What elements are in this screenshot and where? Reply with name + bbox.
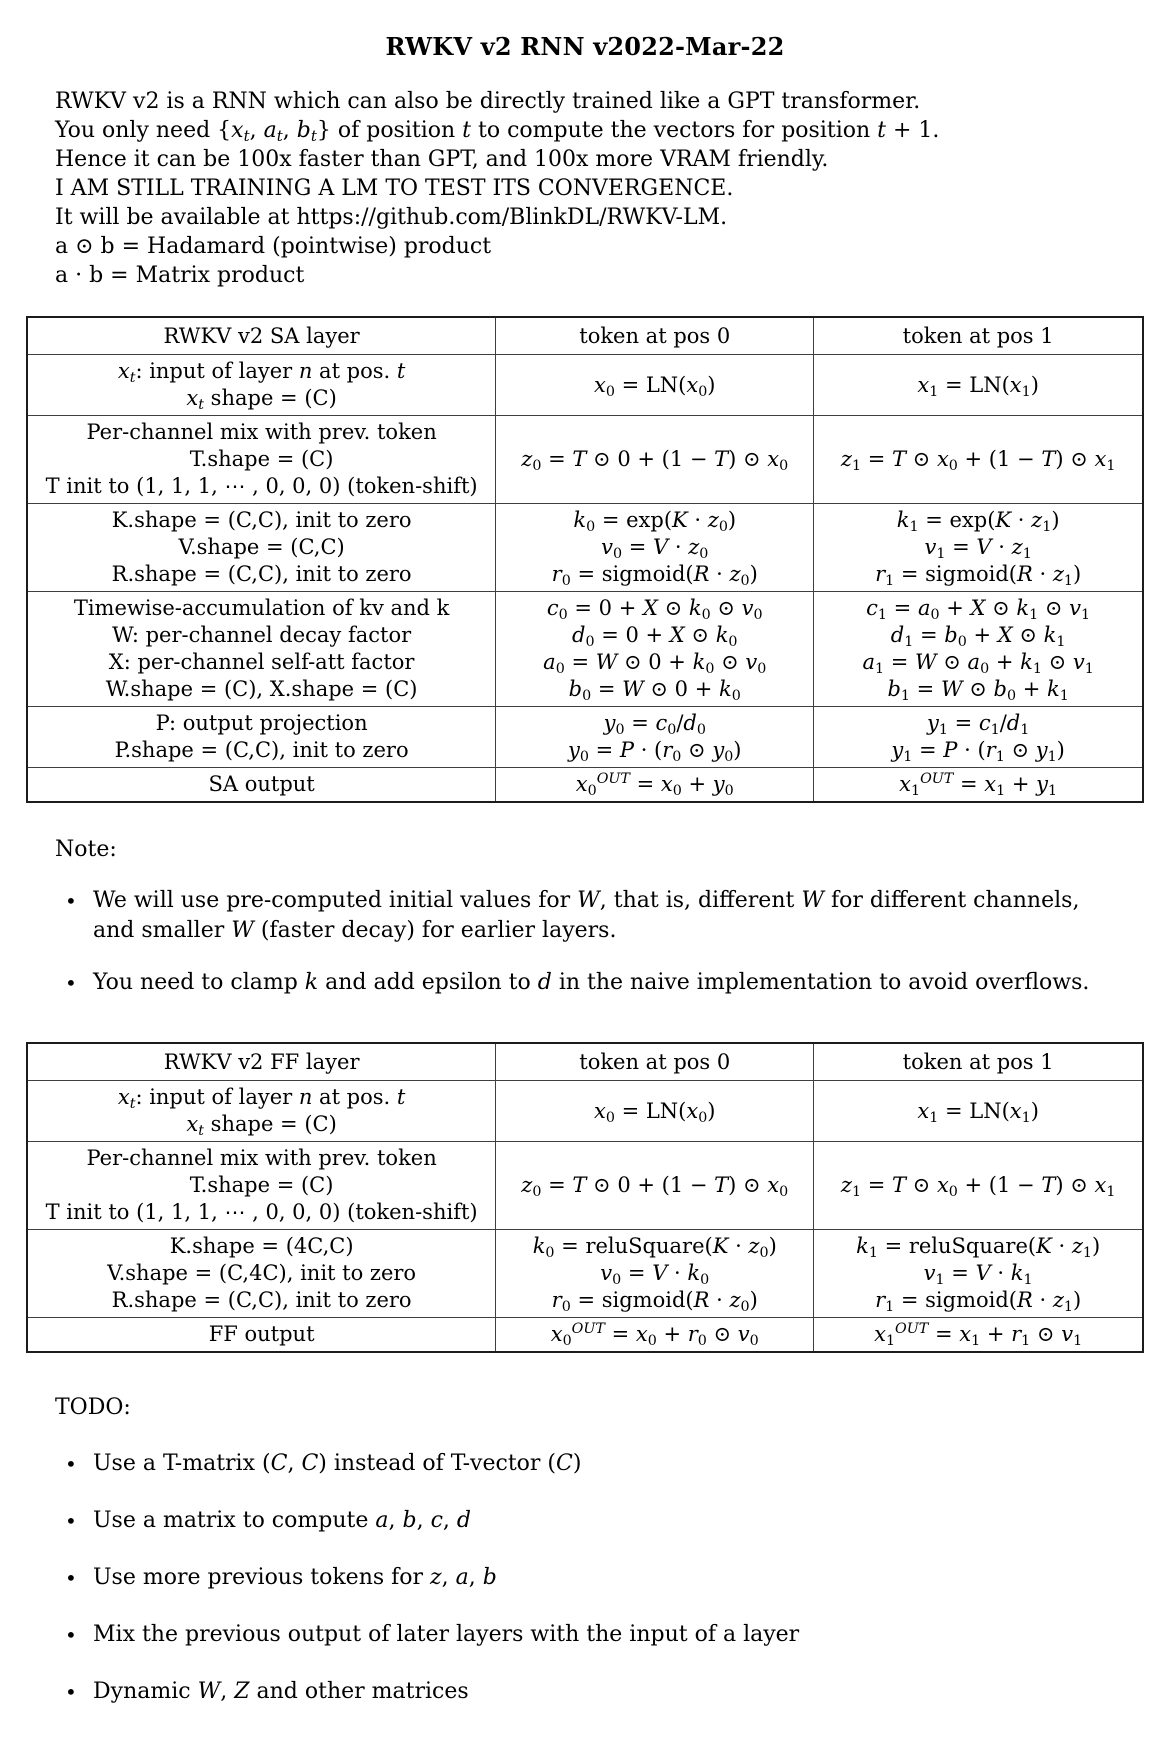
desc-cell <box>27 592 496 707</box>
formula-line: $r_1$ = sigmoid(R · $z_1$) <box>875 562 1082 589</box>
todo-section <box>55 1393 1115 1707</box>
table-row <box>27 1081 1143 1142</box>
pos1-cell <box>814 355 1143 416</box>
pos0-cell <box>496 768 814 803</box>
description-line: R.shape = (C,C), init to zero <box>111 562 412 586</box>
intro-line-4: I AM STILL TRAINING A LM TO TEST ITS CONVERGENCE. <box>55 176 734 201</box>
ff-table-header-row <box>27 1043 1143 1081</box>
ff-header-layer: RWKV v2 FF layer <box>27 1043 496 1081</box>
formula-line: $x_0 = LN(x_0)$ <box>593 372 716 400</box>
formula-line: $r_0$ = sigmoid(R · $z_0$) <box>551 562 758 589</box>
desc-cell <box>27 355 496 416</box>
description-line: P: output projection <box>155 711 368 735</box>
intro-line-url: It will be available at https://github.com/BlinkDL/RWKV-LM. <box>55 205 728 230</box>
description-line: W.shape = (C), X.shape = (C) <box>105 677 418 701</box>
ff-header-pos0: token at pos 0 <box>496 1043 814 1081</box>
bullet-item: • Dynamic W, Z and other matrices <box>63 1677 1115 1707</box>
formula-line: $x_1 = LN(x_1)$ <box>917 372 1039 400</box>
desc-cell <box>27 1230 496 1318</box>
formula-line: $x_1^{OUT} = x_1 + y_1$ <box>899 771 1058 799</box>
formula-line: $y_0 = P \cdot (r_0$ ⊙ $y_0$) <box>567 738 742 765</box>
description-line: Timewise-accumulation of kv and k <box>73 596 450 620</box>
formula-line: $z_0 = T$ ⊙ 0 + (1 − T) ⊙ $x_0$ <box>521 447 789 474</box>
bullet-item: • You need to clamp k and add epsilon to d in the naive implementation to avoid overflows. <box>63 968 1115 998</box>
formula-line: $k_1 = \exp(K \cdot z_1)$ <box>896 508 1060 535</box>
description-line: X: per-channel self-att factor <box>108 650 415 674</box>
intro-line-3: Hence it can be 100x faster than GPT, and 100x more VRAM friendly. <box>55 147 829 172</box>
intro-line-matrix: a · b = Matrix product <box>55 263 305 288</box>
desc-cell <box>27 1081 496 1142</box>
pos0-cell <box>496 355 814 416</box>
table-row <box>27 355 1143 416</box>
formula-line: $c_0 = 0 + X$ ⊙ $k_0$ ⊙ $v_0$ <box>546 596 763 623</box>
description-line: V.shape = (C,4C), init to zero <box>107 1261 417 1285</box>
intro-line-hadamard: a ⊙ b = Hadamard (pointwise) product <box>55 234 492 259</box>
formula-line: $y_0 = c_0/d_0$ <box>603 711 706 738</box>
table-row <box>27 768 1143 803</box>
pos0-cell <box>496 504 814 592</box>
desc-cell <box>27 768 496 803</box>
formula-line: $c_1 = a_0 + X$ ⊙ $k_1$ ⊙ $v_1$ <box>866 596 1091 623</box>
formula-line: $k_0$ = reluSquare(K · $z_0$) <box>532 1234 777 1261</box>
formula-line: $r_1$ = sigmoid(R · $z_1$) <box>875 1288 1082 1315</box>
bullet-item: • Mix the previous output of later layers with the input of a layer <box>63 1620 1115 1650</box>
sa-header-pos0: token at pos 0 <box>496 317 814 355</box>
bullet-item: • Use a matrix to compute a, b, c, d <box>63 1506 1115 1536</box>
desc-cell <box>27 1142 496 1230</box>
sa-table-body <box>27 355 1143 803</box>
pos1-cell <box>814 1230 1143 1318</box>
formula-line: $y_1 = P \cdot (r_1$ ⊙ $y_1$) <box>891 738 1065 765</box>
description-line: K.shape = (C,C), init to zero <box>111 508 412 532</box>
formula-line: $x_0 = LN(x_0)$ <box>593 1098 716 1126</box>
pos1-cell <box>814 592 1143 707</box>
formula-line: $k_0 = \exp(K \cdot z_0)$ <box>573 508 737 535</box>
ff-layer-table <box>26 1042 1144 1353</box>
description-line: FF output <box>208 1322 315 1346</box>
description-line: P.shape = (C,C), init to zero <box>114 738 409 762</box>
table-row <box>27 707 1143 768</box>
description-line: $x_t$ shape = (C) <box>186 386 337 413</box>
description-line: SA output <box>208 772 315 796</box>
formula-line: $a_0 = W$ ⊙ $0 + k_0$ ⊙ $v_0$ <box>543 650 767 677</box>
intro-line-2: You only need {$x_t$, $a_t$, $b_t$} of position t to compute the vectors for position t + 1. <box>55 118 940 146</box>
formula-line: $b_0 = W$ ⊙ $0 + k_0$ <box>568 677 741 704</box>
note-list <box>55 886 1115 998</box>
desc-cell <box>27 504 496 592</box>
table-row <box>27 416 1143 504</box>
pos1-cell <box>814 1318 1143 1353</box>
formula-line: $v_0 = V \cdot z_0$ <box>601 535 709 562</box>
pos0-cell <box>496 416 814 504</box>
formula-line: $b_1 = W$ ⊙ $b_0 + k_1$ <box>887 677 1069 704</box>
todo-heading: TODO: <box>55 1395 131 1420</box>
description-line: T.shape = (C) <box>189 1173 334 1197</box>
description-line: Per-channel mix with prev. token <box>86 1146 437 1170</box>
pos0-cell <box>496 1230 814 1318</box>
pos1-cell <box>814 504 1143 592</box>
description-line: W: per-channel decay factor <box>112 623 412 647</box>
description-line: R.shape = (C,C), init to zero <box>111 1288 412 1312</box>
formula-line: $v_0 = V \cdot k_0$ <box>600 1261 710 1288</box>
formula-line: $x_1^{OUT} = x_1 + r_1$ ⊙ $v_1$ <box>874 1321 1083 1349</box>
table-row <box>27 1318 1143 1353</box>
pos1-cell <box>814 768 1143 803</box>
formula-line: $z_0 = T$ ⊙ 0 + (1 − T) ⊙ $x_0$ <box>521 1173 789 1200</box>
sa-table-header-row <box>27 317 1143 355</box>
table-row <box>27 504 1143 592</box>
formula-line: $k_1$ = reluSquare(K · $z_1$) <box>856 1234 1101 1261</box>
description-line: $x_t$ shape = (C) <box>186 1112 337 1139</box>
desc-cell <box>27 707 496 768</box>
todo-list <box>55 1449 1115 1707</box>
formula-line: $r_0$ = sigmoid(R · $z_0$) <box>551 1288 758 1315</box>
page-title: RWKV v2 RNN v2022-Mar-22 <box>385 32 785 61</box>
description-line: $x_t$: input of layer n at pos. t <box>117 359 406 386</box>
sa-header-pos1: token at pos 1 <box>814 317 1143 355</box>
formula-line: $x_0^{OUT} = x_0 + r_0$ ⊙ $v_0$ <box>550 1321 759 1349</box>
description-line: V.shape = (C,C) <box>178 535 345 559</box>
sa-header-layer: RWKV v2 SA layer <box>27 317 496 355</box>
formula-line: $z_1 = T$ ⊙ $x_0 + (1 - T)$ ⊙ $x_1$ <box>840 447 1116 474</box>
pos1-cell <box>814 1142 1143 1230</box>
formula-line: $v_1 = V \cdot k_1$ <box>923 1261 1033 1288</box>
pos0-cell <box>496 1081 814 1142</box>
formula-line: $x_0^{OUT} = x_0 + y_0$ <box>575 771 734 799</box>
pos0-cell <box>496 592 814 707</box>
pos1-cell <box>814 1081 1143 1142</box>
formula-line: $y_1 = c_1/d_1$ <box>926 711 1030 738</box>
desc-cell <box>27 416 496 504</box>
bullet-item: • Use a T-matrix (C, C) instead of T-vector (C) <box>63 1449 1115 1479</box>
formula-line: $d_0 = 0 + X$ ⊙ $k_0$ <box>571 623 738 650</box>
formula-line: $v_1 = V \cdot z_1$ <box>924 535 1032 562</box>
bullet-item: • Use more previous tokens for z, a, b <box>63 1563 1115 1593</box>
table-row <box>27 1230 1143 1318</box>
note-section <box>55 835 1115 998</box>
formula-line: $d_1 = b_0 + X$ ⊙ $k_1$ <box>890 623 1066 650</box>
desc-cell <box>27 1318 496 1353</box>
table-row <box>27 592 1143 707</box>
intro-paragraph <box>55 87 1115 290</box>
description-line: T init to (1, 1, 1, ⋯ , 0, 0, 0) (token-shift) <box>45 474 478 498</box>
pos0-cell <box>496 1318 814 1353</box>
formula-line: $a_1 = W$ ⊙ $a_0 + k_1$ ⊙ $v_1$ <box>862 650 1094 677</box>
ff-table-body <box>27 1081 1143 1353</box>
formula-line: $x_1 = LN(x_1)$ <box>917 1098 1039 1126</box>
note-heading: Note: <box>55 837 117 862</box>
description-line: $x_t$: input of layer n at pos. t <box>117 1085 406 1112</box>
sa-layer-table <box>26 316 1144 803</box>
pos0-cell <box>496 707 814 768</box>
table-row <box>27 1142 1143 1230</box>
pos1-cell <box>814 707 1143 768</box>
formula-line: $z_1 = T$ ⊙ $x_0 + (1 - T)$ ⊙ $x_1$ <box>840 1173 1116 1200</box>
description-line: Per-channel mix with prev. token <box>86 420 437 444</box>
pos0-cell <box>496 1142 814 1230</box>
pos1-cell <box>814 416 1143 504</box>
description-line: T.shape = (C) <box>189 447 334 471</box>
ff-header-pos1: token at pos 1 <box>814 1043 1143 1081</box>
description-line: T init to (1, 1, 1, ⋯ , 0, 0, 0) (token-shift) <box>45 1200 478 1224</box>
description-line: K.shape = (4C,C) <box>169 1234 354 1258</box>
intro-line-1: RWKV v2 is a RNN which can also be directly trained like a GPT transformer. <box>55 89 921 114</box>
bullet-item: • We will use pre-computed initial values for W, that is, different W for different channels, and smaller W (faster decay) for earlier layers. <box>63 886 1115 946</box>
